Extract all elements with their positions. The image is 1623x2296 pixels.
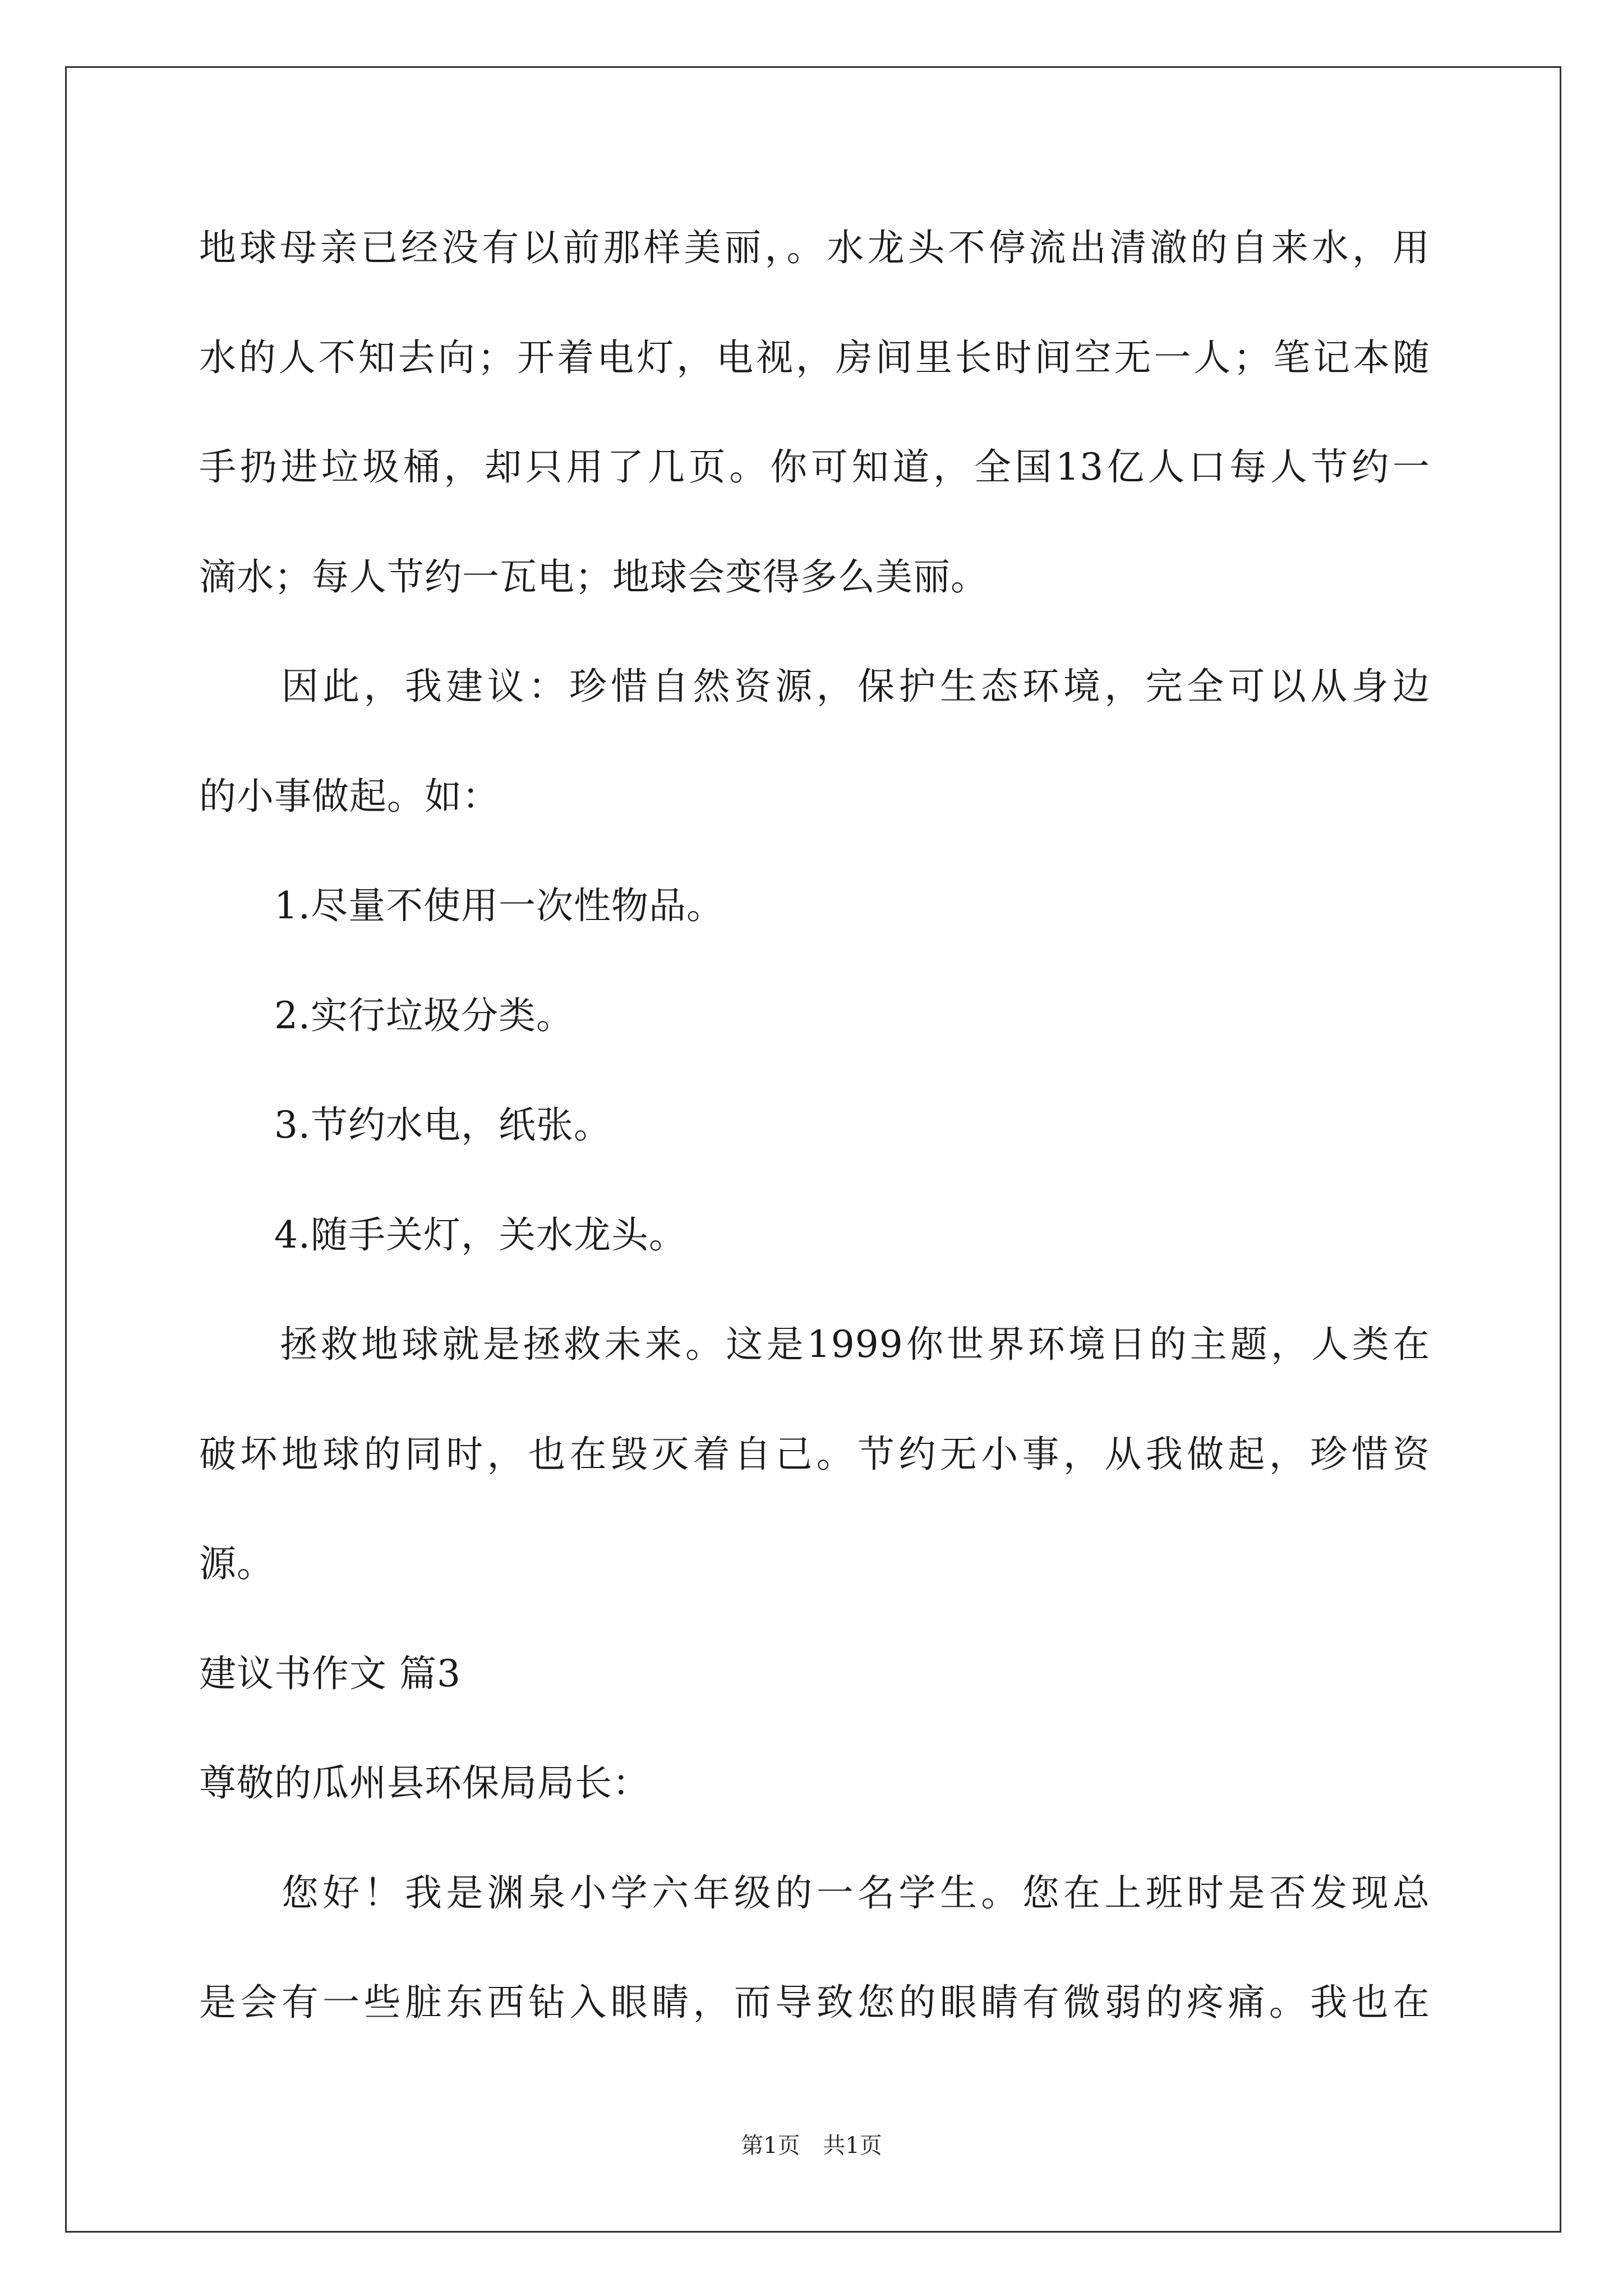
text-line-4: 滴水；每人节约一瓦电；地球会变得多么美丽。 [199, 555, 988, 599]
text-line-11: 拯救地球就是拯救未来。这是1999你世界环境日的主题，人类在 [199, 1323, 1430, 1366]
salutation: 尊敬的瓜州县环保局局长： [199, 1761, 650, 1805]
page-footer [0, 2132, 1623, 2160]
page-number-total: 共1页 [823, 2133, 882, 2159]
text-line-1: 地球母亲已经没有以前那样美丽，。水龙头不停流出清澈的自来水，用 [199, 226, 1430, 269]
text-line-3: 手扔进垃圾桶，却只用了几页。你可知道，全国13亿人口每人节约一 [199, 445, 1430, 489]
list-item-1: 1.尽量不使用一次性物品。 [199, 884, 724, 927]
text-line-2: 水的人不知去向；开着电灯，电视，房间里长时间空无一人；笔记本随 [199, 336, 1430, 379]
list-item-3: 3.节约水电，纸张。 [199, 1103, 611, 1147]
section-heading: 建议书作文 篇3 [199, 1652, 461, 1695]
list-item-2: 2.实行垃圾分类。 [199, 994, 574, 1037]
list-item-4: 4.随手关灯，关水龙头。 [199, 1213, 686, 1257]
page-number-current: 第1页 [741, 2133, 800, 2159]
text-line-5: 因此，我建议：珍惜自然资源，保护生态环境，完全可以从身边 [199, 665, 1430, 708]
text-line-6: 的小事做起。如： [199, 775, 500, 818]
text-line-12: 破坏地球的同时，也在毁灭着自己。节约无小事，从我做起，珍惜资 [199, 1433, 1430, 1476]
text-line-13: 源。 [199, 1542, 274, 1585]
text-line-17: 是会有一些脏东西钻入眼睛，而导致您的眼睛有微弱的疼痛。我也在 [199, 1981, 1430, 2024]
text-line-16: 您好！我是渊泉小学六年级的一名学生。您在上班时是否发现总 [199, 1871, 1430, 1915]
